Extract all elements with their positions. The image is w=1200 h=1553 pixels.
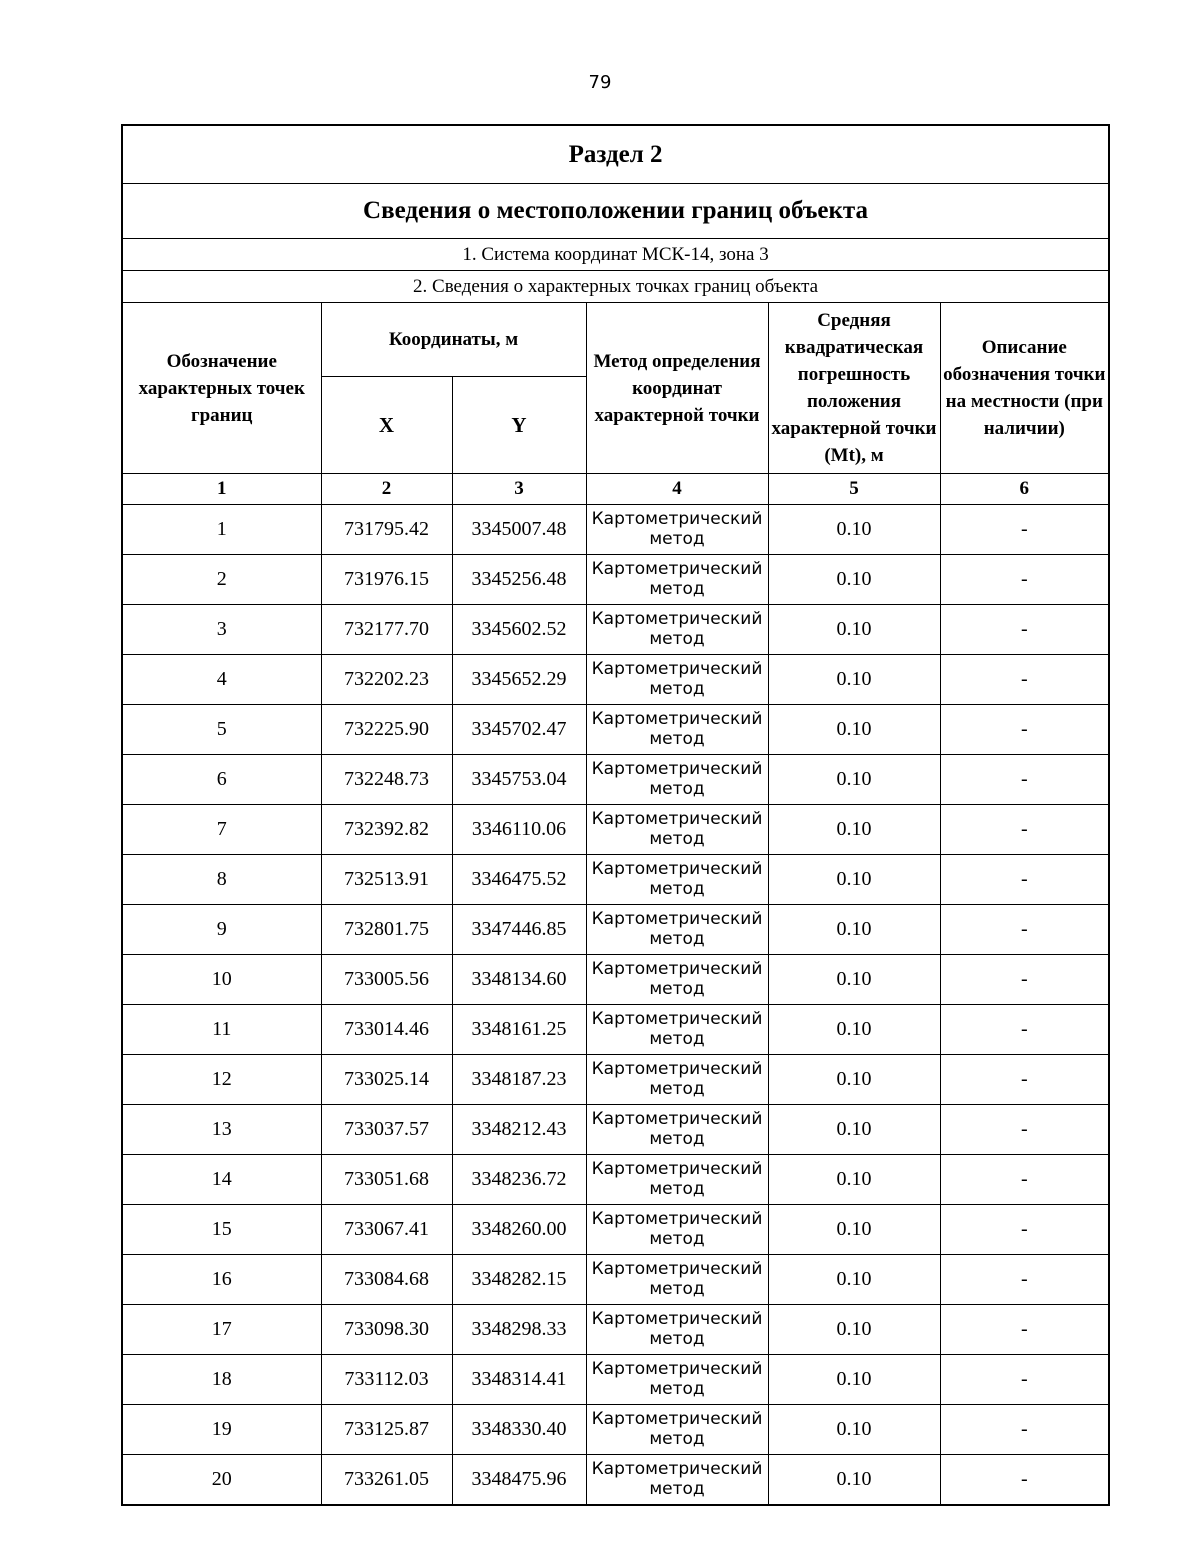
y-coordinate-cell: 3348236.72 — [452, 1155, 586, 1205]
accuracy-cell: 0.10 — [768, 955, 940, 1005]
description-cell: - — [940, 1355, 1109, 1405]
accuracy-cell: 0.10 — [768, 655, 940, 705]
section-title: Раздел 2 — [122, 125, 1109, 184]
point-number-cell: 4 — [122, 655, 321, 705]
table-row — [122, 605, 1109, 655]
description-cell: - — [940, 855, 1109, 905]
x-coordinate-cell: 733125.87 — [321, 1405, 452, 1455]
y-coordinate-cell: 3348314.41 — [452, 1355, 586, 1405]
x-coordinate-cell: 732392.82 — [321, 805, 452, 855]
point-number-cell: 2 — [122, 555, 321, 605]
description-cell: - — [940, 1405, 1109, 1455]
method-cell: Картометрический метод — [586, 1305, 768, 1355]
x-coordinate-cell: 732513.91 — [321, 855, 452, 905]
page-number: 79 — [588, 72, 612, 93]
x-coordinate-cell: 732801.75 — [321, 905, 452, 955]
method-cell: Картометрический метод — [586, 555, 768, 605]
y-coordinate-cell: 3345602.52 — [452, 605, 586, 655]
table-row — [122, 805, 1109, 855]
accuracy-cell: 0.10 — [768, 805, 940, 855]
x-coordinate-cell: 733112.03 — [321, 1355, 452, 1405]
header-x: X — [321, 377, 452, 474]
y-coordinate-cell: 3348212.43 — [452, 1105, 586, 1155]
method-cell: Картометрический метод — [586, 1455, 768, 1506]
y-coordinate-cell: 3348260.00 — [452, 1205, 586, 1255]
point-number-cell: 14 — [122, 1155, 321, 1205]
block-title: Сведения о местоположении границ объекта — [122, 184, 1109, 239]
accuracy-cell: 0.10 — [768, 1455, 940, 1506]
method-cell: Картометрический метод — [586, 905, 768, 955]
method-cell: Картометрический метод — [586, 855, 768, 905]
accuracy-cell: 0.10 — [768, 1055, 940, 1105]
point-number-cell: 18 — [122, 1355, 321, 1405]
column-number: 4 — [586, 474, 768, 505]
point-number-cell: 20 — [122, 1455, 321, 1506]
table-row — [122, 755, 1109, 805]
points-line: 2. Сведения о характерных точках границ объекта — [122, 271, 1109, 303]
y-coordinate-cell: 3348330.40 — [452, 1405, 586, 1455]
description-cell: - — [940, 605, 1109, 655]
description-cell: - — [940, 705, 1109, 755]
y-coordinate-cell: 3348475.96 — [452, 1455, 586, 1506]
table-row — [122, 1255, 1109, 1305]
point-number-cell: 19 — [122, 1405, 321, 1455]
point-number-cell: 5 — [122, 705, 321, 755]
header-y: Y — [452, 377, 586, 474]
point-number-cell: 6 — [122, 755, 321, 805]
point-number-cell: 16 — [122, 1255, 321, 1305]
column-number: 3 — [452, 474, 586, 505]
point-number-cell: 11 — [122, 1005, 321, 1055]
x-coordinate-cell: 732248.73 — [321, 755, 452, 805]
header-description: Описание обозначения точки на местности (при наличии) — [940, 303, 1109, 474]
accuracy-cell: 0.10 — [768, 505, 940, 555]
method-cell: Картометрический метод — [586, 1155, 768, 1205]
accuracy-cell: 0.10 — [768, 1105, 940, 1155]
table-row — [122, 505, 1109, 555]
method-cell: Картометрический метод — [586, 1005, 768, 1055]
header-point-designation: Обозначение характерных точек границ — [122, 303, 321, 474]
point-number-cell: 7 — [122, 805, 321, 855]
x-coordinate-cell: 732202.23 — [321, 655, 452, 705]
x-coordinate-cell: 731795.42 — [321, 505, 452, 555]
method-cell: Картометрический метод — [586, 1355, 768, 1405]
table-row — [122, 955, 1109, 1005]
y-coordinate-cell: 3347446.85 — [452, 905, 586, 955]
description-cell: - — [940, 805, 1109, 855]
accuracy-cell: 0.10 — [768, 1005, 940, 1055]
point-number-cell: 8 — [122, 855, 321, 905]
table-row — [122, 1205, 1109, 1255]
header-method: Метод определения координат характерной точки — [586, 303, 768, 474]
x-coordinate-cell: 732225.90 — [321, 705, 452, 755]
column-number-row — [122, 474, 1109, 505]
table-row — [122, 1155, 1109, 1205]
x-coordinate-cell: 733005.56 — [321, 955, 452, 1005]
x-coordinate-cell: 731976.15 — [321, 555, 452, 605]
method-cell: Картометрический метод — [586, 755, 768, 805]
description-cell: - — [940, 655, 1109, 705]
x-coordinate-cell: 733067.41 — [321, 1205, 452, 1255]
accuracy-cell: 0.10 — [768, 705, 940, 755]
method-cell: Картометрический метод — [586, 1055, 768, 1105]
point-number-cell: 1 — [122, 505, 321, 555]
table-row — [122, 1105, 1109, 1155]
point-number-cell: 12 — [122, 1055, 321, 1105]
method-cell: Картометрический метод — [586, 955, 768, 1005]
x-coordinate-cell: 732177.70 — [321, 605, 452, 655]
method-cell: Картометрический метод — [586, 1205, 768, 1255]
accuracy-cell: 0.10 — [768, 1305, 940, 1355]
column-number: 5 — [768, 474, 940, 505]
column-number: 6 — [940, 474, 1109, 505]
accuracy-cell: 0.10 — [768, 1255, 940, 1305]
accuracy-cell: 0.10 — [768, 605, 940, 655]
description-cell: - — [940, 505, 1109, 555]
x-coordinate-cell: 733014.46 — [321, 1005, 452, 1055]
description-cell: - — [940, 1205, 1109, 1255]
y-coordinate-cell: 3348134.60 — [452, 955, 586, 1005]
description-cell: - — [940, 1305, 1109, 1355]
column-number: 1 — [122, 474, 321, 505]
y-coordinate-cell: 3345753.04 — [452, 755, 586, 805]
accuracy-cell: 0.10 — [768, 855, 940, 905]
header-accuracy: Средняя квадратическая погрешность положения характерной точки (Mt), м — [768, 303, 940, 474]
point-number-cell: 13 — [122, 1105, 321, 1155]
coord-system-line: 1. Система координат МСК-14, зона 3 — [122, 239, 1109, 271]
y-coordinate-cell: 3348187.23 — [452, 1055, 586, 1105]
y-coordinate-cell: 3345007.48 — [452, 505, 586, 555]
table-row — [122, 1305, 1109, 1355]
method-cell: Картометрический метод — [586, 1405, 768, 1455]
x-coordinate-cell: 733025.14 — [321, 1055, 452, 1105]
y-coordinate-cell: 3345652.29 — [452, 655, 586, 705]
header-coordinates: Координаты, м — [321, 303, 586, 377]
accuracy-cell: 0.10 — [768, 1405, 940, 1455]
description-cell: - — [940, 1155, 1109, 1205]
y-coordinate-cell: 3345256.48 — [452, 555, 586, 605]
method-cell: Картометрический метод — [586, 605, 768, 655]
table-row — [122, 655, 1109, 705]
table-row — [122, 1055, 1109, 1105]
accuracy-cell: 0.10 — [768, 1155, 940, 1205]
table-row — [122, 705, 1109, 755]
table-row — [122, 905, 1109, 955]
accuracy-cell: 0.10 — [768, 755, 940, 805]
table-row — [122, 1405, 1109, 1455]
accuracy-cell: 0.10 — [768, 555, 940, 605]
accuracy-cell: 0.10 — [768, 1205, 940, 1255]
point-number-cell: 17 — [122, 1305, 321, 1355]
x-coordinate-cell: 733051.68 — [321, 1155, 452, 1205]
column-number: 2 — [321, 474, 452, 505]
point-number-cell: 10 — [122, 955, 321, 1005]
point-number-cell: 9 — [122, 905, 321, 955]
method-cell: Картометрический метод — [586, 705, 768, 755]
method-cell: Картометрический метод — [586, 805, 768, 855]
point-number-cell: 15 — [122, 1205, 321, 1255]
accuracy-cell: 0.10 — [768, 905, 940, 955]
table-row — [122, 1005, 1109, 1055]
description-cell: - — [940, 1255, 1109, 1305]
method-cell: Картометрический метод — [586, 505, 768, 555]
description-cell: - — [940, 1005, 1109, 1055]
y-coordinate-cell: 3348298.33 — [452, 1305, 586, 1355]
description-cell: - — [940, 905, 1109, 955]
y-coordinate-cell: 3345702.47 — [452, 705, 586, 755]
x-coordinate-cell: 733098.30 — [321, 1305, 452, 1355]
y-coordinate-cell: 3348282.15 — [452, 1255, 586, 1305]
method-cell: Картометрический метод — [586, 1255, 768, 1305]
y-coordinate-cell: 3348161.25 — [452, 1005, 586, 1055]
y-coordinate-cell: 3346475.52 — [452, 855, 586, 905]
table-row — [122, 855, 1109, 905]
boundary-points-table — [121, 124, 1110, 1506]
description-cell: - — [940, 955, 1109, 1005]
description-cell: - — [940, 555, 1109, 605]
table-row — [122, 1455, 1109, 1506]
description-cell: - — [940, 1455, 1109, 1506]
table-row — [122, 555, 1109, 605]
x-coordinate-cell: 733037.57 — [321, 1105, 452, 1155]
description-cell: - — [940, 755, 1109, 805]
accuracy-cell: 0.10 — [768, 1355, 940, 1405]
x-coordinate-cell: 733261.05 — [321, 1455, 452, 1506]
method-cell: Картометрический метод — [586, 1105, 768, 1155]
point-number-cell: 3 — [122, 605, 321, 655]
method-cell: Картометрический метод — [586, 655, 768, 705]
x-coordinate-cell: 733084.68 — [321, 1255, 452, 1305]
description-cell: - — [940, 1055, 1109, 1105]
description-cell: - — [940, 1105, 1109, 1155]
table-row — [122, 1355, 1109, 1405]
y-coordinate-cell: 3346110.06 — [452, 805, 586, 855]
